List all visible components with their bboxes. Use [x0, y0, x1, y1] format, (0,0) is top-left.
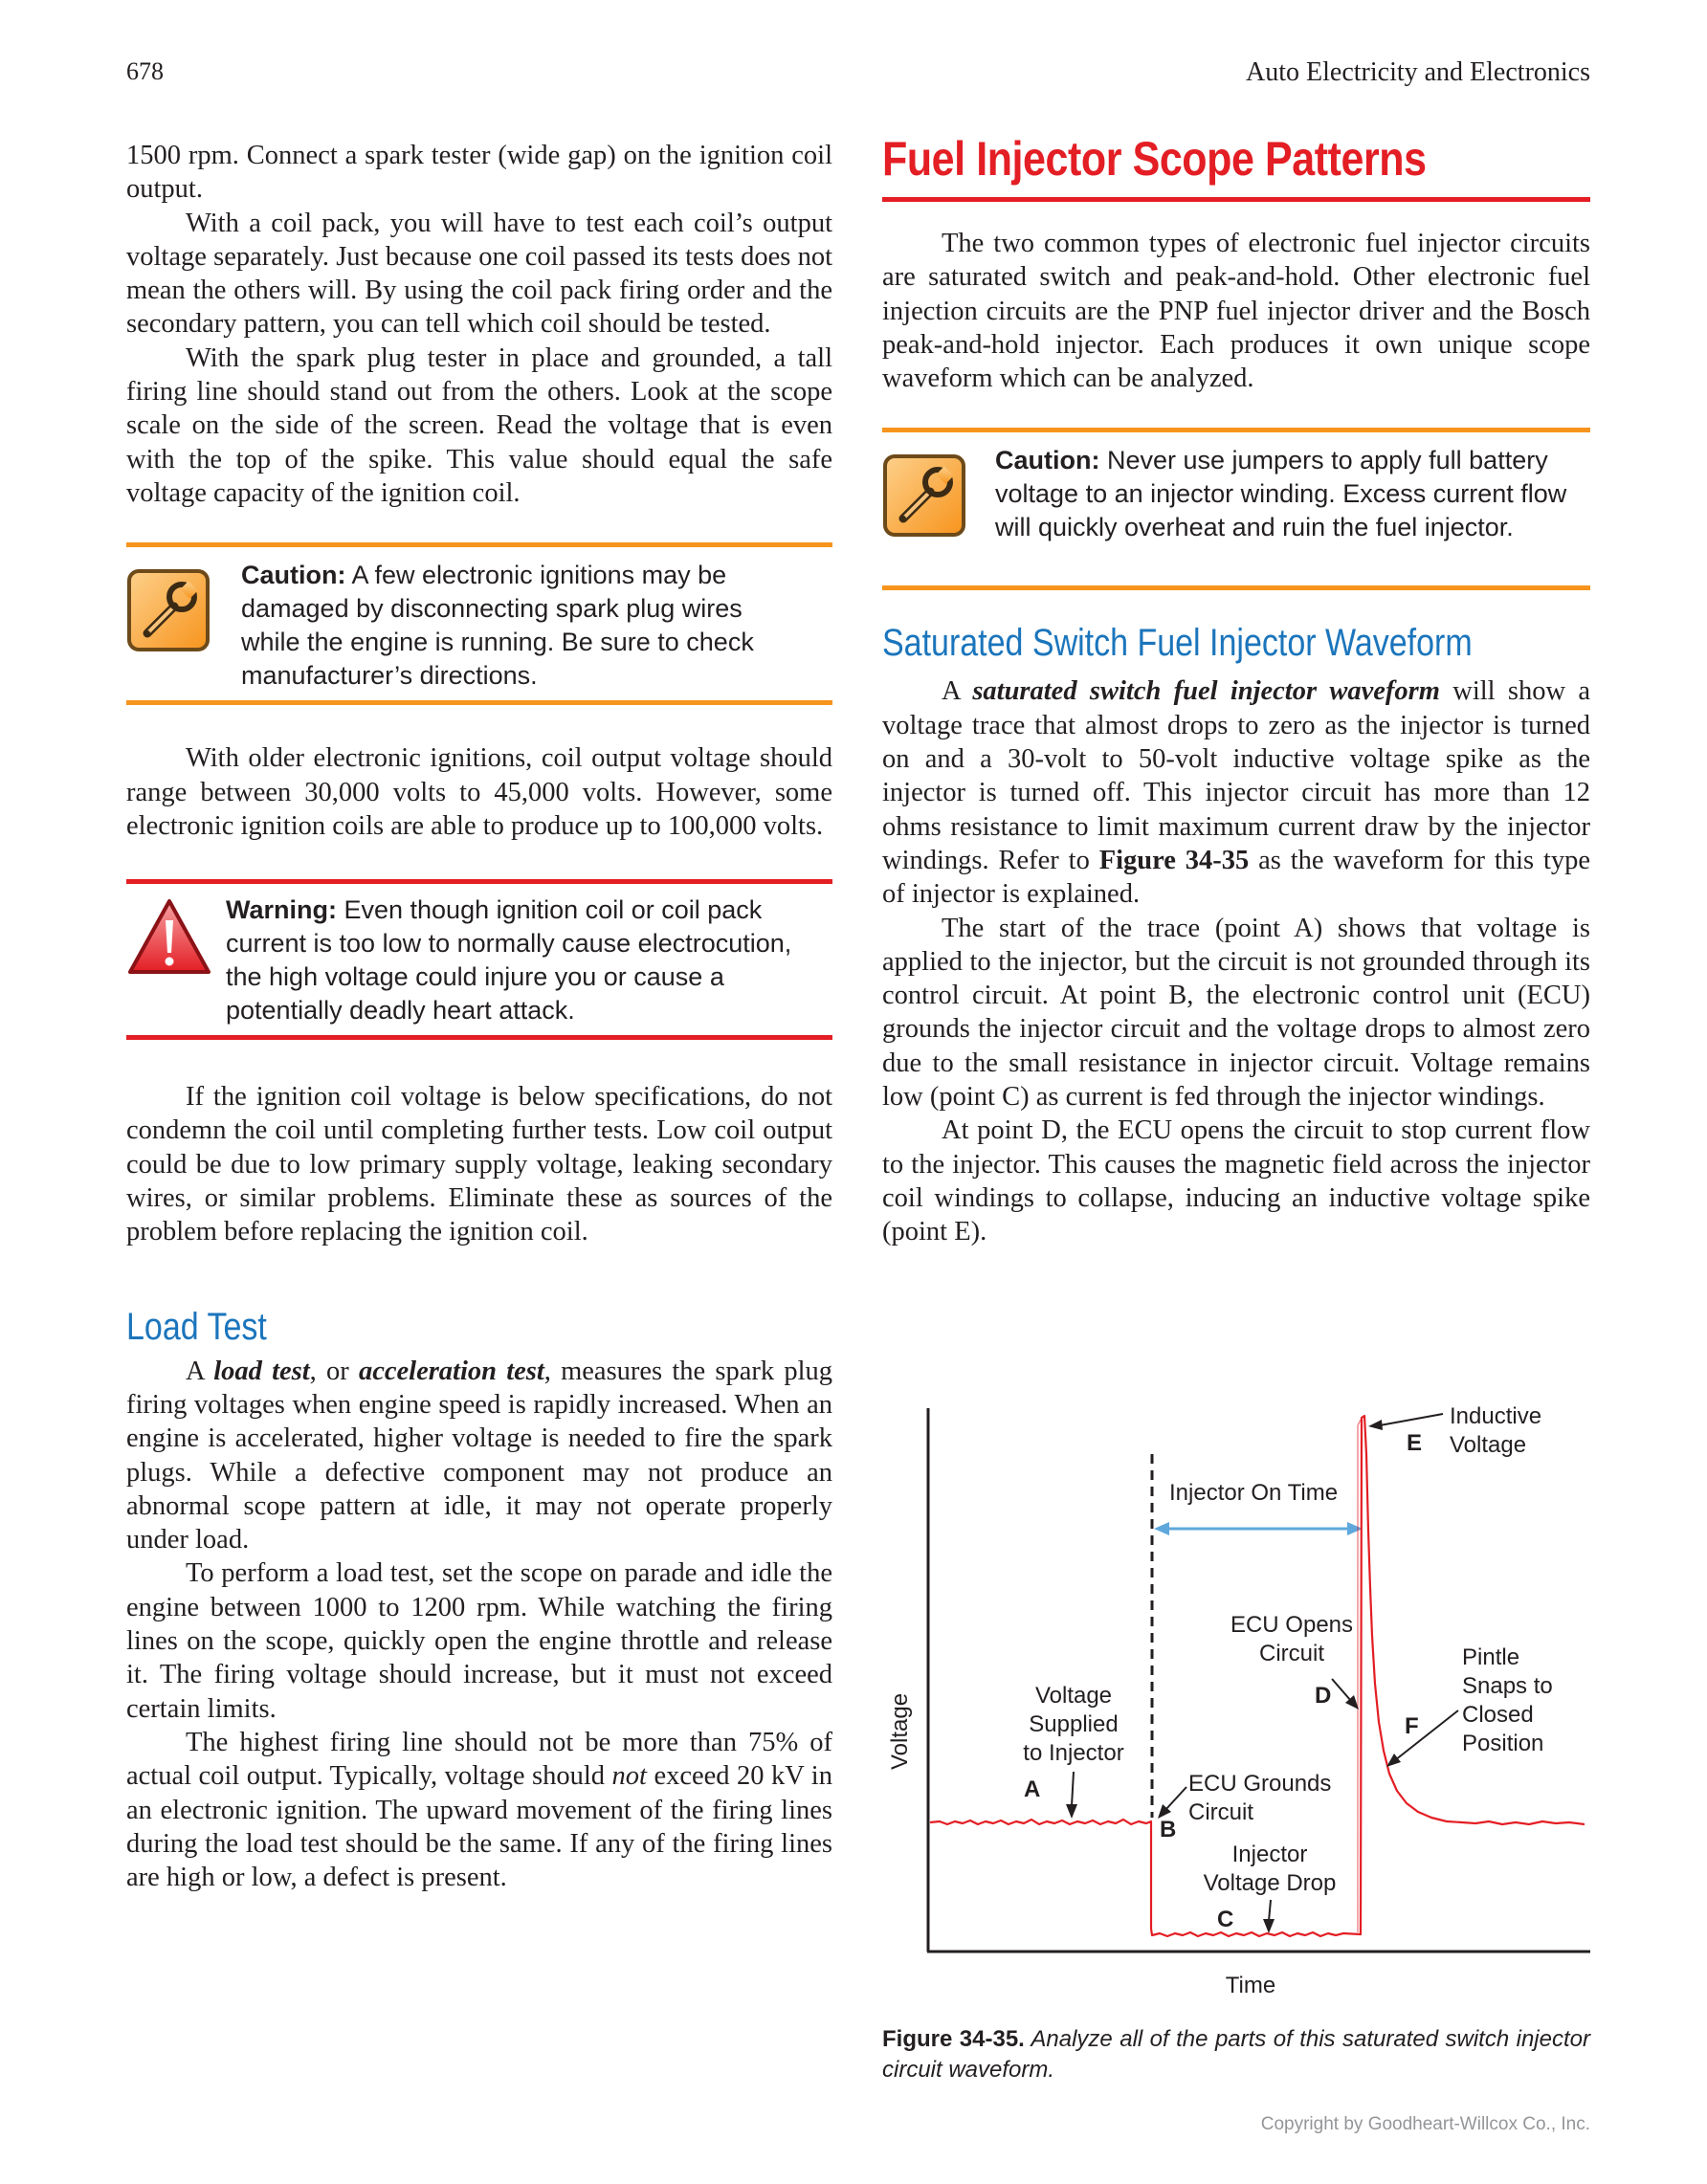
- inductive-voltage-callout: [1368, 1414, 1443, 1430]
- left-column: [126, 139, 832, 1894]
- point-e: E: [1407, 1430, 1423, 1456]
- wrench-icon: [882, 453, 966, 542]
- label-ecu-grounds-1: ECU Grounds: [1188, 1771, 1332, 1797]
- paragraph: At point D, the ECU opens the circuit to stop current flow to the injector. This causes the magnetic field across the injector coil windings to collapse, inducing an inductive voltage spike (point E).: [882, 1115, 1590, 1247]
- text-run: as the waveform for this type of injector is explained.: [882, 845, 1591, 910]
- paragraph: If the ignition coil voltage is below specifications, do not condemn the coil until completing further tests. Low coil output could be due to low primary supply voltage, leaking secondary wires, or similar problems. Eliminate these as sources of the problem before replacing the ignition coil.: [126, 1082, 832, 1247]
- paragraph: The start of the trace (point A) shows that voltage is applied to the injector, but the circuit is not grounded through its control circuit. At point B, the electronic control unit (ECU) grounds the injector circuit and the voltage drops to almost zero due to the small resistance in injector circuit. Voltage remains low (point C) as current is fed through the injector windings.: [882, 913, 1590, 1113]
- injector-on-time-arrow: [1154, 1522, 1363, 1535]
- caution-body: A few electronic ignitions may be damaged by disconnecting spark plug wires while the engine is running. Be sure to check manufacturer’s directions.: [241, 561, 754, 691]
- caution-label: Caution:: [241, 561, 346, 590]
- running-header: Auto Electricity and Electronics: [1246, 57, 1590, 87]
- caution-text: [995, 444, 1584, 544]
- label-inductive-voltage-1: Inductive: [1450, 1403, 1542, 1429]
- key-term: saturated switch fuel injector waveform: [972, 676, 1440, 707]
- text-run: exceed 20 kV in an electronic ignition. The upward movement of the firing lines during the load test should be the same. If any of the firing lines are high or low, a defect is present.: [126, 1761, 832, 1893]
- label-ecu-grounds-2: Circuit: [1188, 1799, 1254, 1825]
- emphasis: not: [611, 1761, 647, 1792]
- paragraph: The two common types of electronic fuel injector circuits are saturated switch and peak-and-hold. Other electronic fuel injection circuits are the PNP fuel injector driver and the Bosch peak-and-hold injector. Each produces it own unique scope waveform which can be analyzed.: [882, 229, 1590, 394]
- text-run: The highest firing line should not be more than 75% of actual coil output. Typically, voltage should: [126, 1727, 832, 1792]
- paragraph: With the spark plug tester in place and grounded, a tall firing line should stand out from the others. Look at the scope scale on the side of the screen. Read the voltage that is even with the top of the spike. This value should equal the safe voltage capacity of the ignition coil.: [126, 342, 832, 508]
- label-injector-on-time: Injector On Time: [1169, 1480, 1339, 1506]
- section-heading-saturated-switch: Saturated Switch Fuel Injector Waveform: [882, 622, 1473, 665]
- label-pintle-4: Position: [1462, 1731, 1544, 1756]
- label-pintle-2: Snaps to: [1462, 1673, 1553, 1699]
- label-voltage-supplied-3: to Injector: [1023, 1740, 1124, 1766]
- figure-34-35: [882, 1397, 1590, 2085]
- label-voltage-drop-1: Injector: [1231, 1842, 1308, 1867]
- figure-caption-text: Analyze all of the parts of this saturated switch injector circuit waveform.: [882, 2026, 1590, 2083]
- pintle-arrow: [1386, 1710, 1458, 1767]
- divider: [882, 197, 1590, 202]
- key-term: acceleration test: [358, 1356, 544, 1386]
- figure-number: Figure 34-35.: [882, 2026, 1025, 2052]
- wrench-icon: [126, 568, 211, 657]
- label-voltage-drop-2: Voltage Drop: [1203, 1870, 1337, 1896]
- text-run: A: [186, 1356, 214, 1386]
- chapter-section-heading: Fuel Injector Scope Patterns: [882, 132, 1427, 186]
- caution-body: Never use jumpers to apply full battery voltage to an injector winding. Excess current flow will quickly overheat and ruin the fuel injector.: [995, 446, 1567, 542]
- label-voltage-supplied-1: Voltage: [1034, 1683, 1113, 1709]
- x-axis-label: Time: [1225, 1973, 1276, 1998]
- waveform-diagram: [882, 1397, 1590, 2009]
- ecu-opens-arrow: [1332, 1679, 1359, 1710]
- caution-box: [126, 542, 832, 705]
- label-ecu-opens-1: ECU Opens: [1230, 1612, 1354, 1638]
- divider: [882, 585, 1590, 590]
- figure-reference: Figure 34-35: [1098, 845, 1250, 875]
- paragraph: With older electronic ignitions, coil output voltage should range between 30,000 volts to 45,000 volts. However, some electronic ignition coils are able to produce up to 100,000 volts.: [126, 743, 832, 841]
- text-run: A: [942, 676, 973, 707]
- caution-label: Caution:: [995, 446, 1100, 475]
- text-run: , measures the spark plug firing voltages when engine speed is rapidly increased. When an engine is accelerated, higher voltage is needed to fire the spark plugs. While a defective component may not produce an abnormal scope pattern at idle, it may not operate properly under load.: [126, 1356, 832, 1555]
- warning-text: [226, 893, 808, 1027]
- point-b: B: [1160, 1817, 1177, 1842]
- paragraph: [126, 1726, 832, 1894]
- point-c: C: [1217, 1907, 1234, 1932]
- label-pintle-1: Pintle: [1462, 1644, 1520, 1670]
- page-number: 678: [126, 57, 164, 85]
- text-run: , or: [309, 1356, 359, 1386]
- label-inductive-voltage-2: Voltage: [1450, 1432, 1527, 1458]
- voltage-supplied-arrow: [1066, 1772, 1077, 1819]
- text-run: will show a voltage trace that almost drops to zero as the injector is turned on and a 30-volt to 50-volt inductive voltage spike as the injector is turned off. This injector circuit has more than 12 ohms resistance to limit maximum current draw by the injector windings. Refer to: [882, 676, 1590, 875]
- divider: [126, 1035, 832, 1040]
- section-heading-load-test: Load Test: [126, 1305, 267, 1348]
- exclamation-triangle-icon: [126, 897, 212, 982]
- warning-box: [126, 879, 832, 1040]
- copyright-notice: Copyright by Goodheart-Willcox Co., Inc.: [1260, 2114, 1590, 2134]
- caution-box: [882, 428, 1590, 590]
- ecu-grounds-arrow: [1158, 1787, 1186, 1819]
- figure-caption: [882, 2024, 1590, 2085]
- point-d: D: [1315, 1683, 1332, 1709]
- caution-text: [241, 559, 806, 693]
- label-pintle-3: Closed: [1462, 1702, 1534, 1728]
- label-ecu-opens-2: Circuit: [1258, 1641, 1325, 1666]
- paragraph: With a coil pack, you will have to test each coil’s output voltage separately. Just because one coil passed its tests does not mean the others will. By using the coil pack firing order and the secondary pattern, you can tell which coil should be tested.: [126, 208, 832, 340]
- paragraph: [882, 674, 1590, 911]
- voltage-drop-arrow: [1263, 1900, 1275, 1933]
- paragraph: [126, 1355, 832, 1557]
- label-voltage-supplied-2: Supplied: [1029, 1711, 1119, 1737]
- point-a: A: [1024, 1776, 1041, 1802]
- key-term: load test: [213, 1356, 310, 1386]
- point-f: F: [1405, 1713, 1419, 1739]
- warning-label: Warning:: [226, 895, 337, 925]
- divider: [126, 700, 832, 705]
- y-axis-label: Voltage: [887, 1692, 913, 1771]
- right-column: [882, 132, 1590, 1249]
- warning-body: Even though ignition coil or coil pack current is too low to normally cause electrocution, the high voltage could injure you or cause a potentially deadly heart attack.: [226, 895, 792, 1026]
- paragraph: To perform a load test, set the scope on parade and idle the engine between 1000 to 1200 rpm. While watching the firing lines on the scope, quickly open the engine throttle and release it. The firing voltage should increase, but it must not exceed certain limits.: [126, 1558, 832, 1724]
- paragraph: 1500 rpm. Connect a spark tester (wide gap) on the ignition coil output.: [126, 141, 832, 205]
